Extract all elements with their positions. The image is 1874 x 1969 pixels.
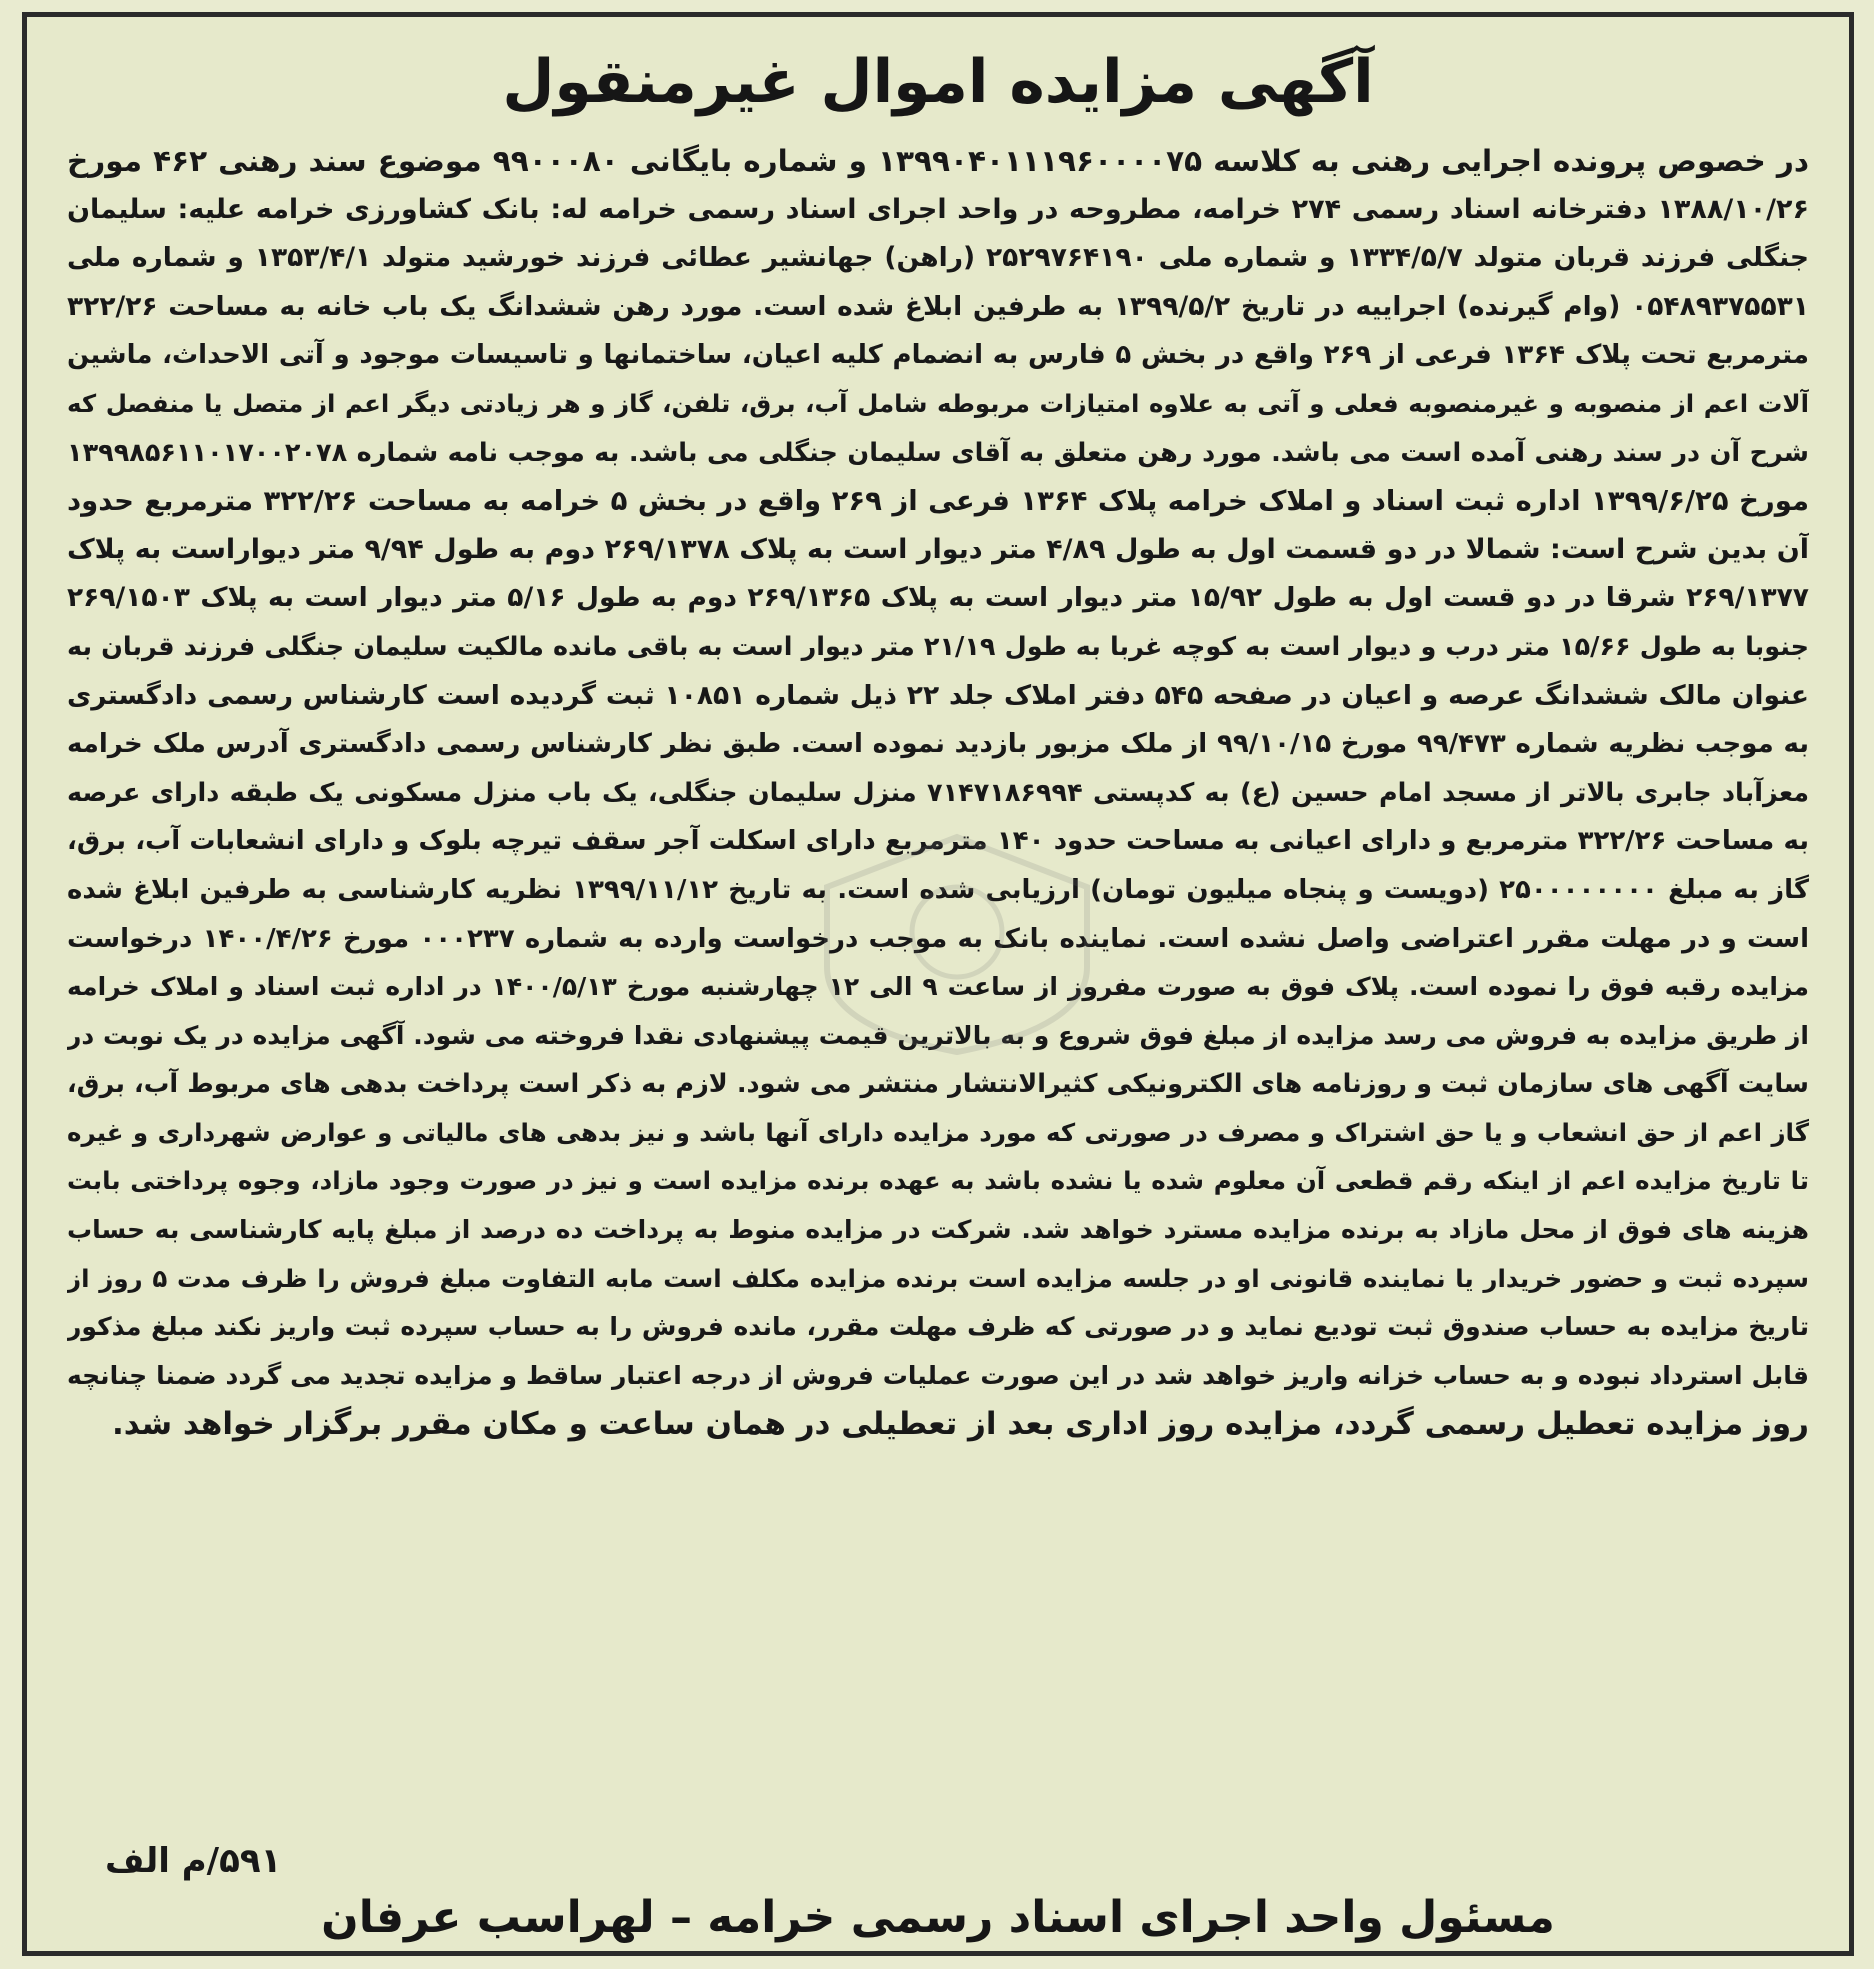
notice-title: آگهی مزایده اموال غیرمنقول — [502, 47, 1374, 117]
notice-code: ۵۹۱/م الف — [105, 1841, 282, 1881]
body-line: جنگلی فرزند قربان متولد ۱۳۳۴/۵/۷ و شماره ملی ۲۵۲۹۷۶۴۱۹۰ (راهن) جهانشیر عطائی فرزند خورشید متولد ۱۳۵۳/۴/۱ و شماره ملی — [67, 242, 1809, 274]
body-line: مورخ ۱۳۹۹/۶/۲۵ اداره ثبت اسناد و املاک خرامه پلاک ۱۳۶۴ فرعی از ۲۶۹ واقع در بخش ۵ خرامه به مساحت ۳۲۲/۲۶ مترمربع حدود — [67, 485, 1809, 518]
body-line: سپرده ثبت و حضور خریدار یا نماینده قانونی او در جلسه مزایده است برنده مزایده مکلف است مابه التفاوت مبلغ فروش را ظرف مدت ۵ روز از — [67, 1263, 1809, 1293]
body-line: هزینه های فوق از محل مازاد به برنده مزایده مسترد خواهد شد. شرکت در مزایده منوط به پرداخت ده درصد از مبلغ پایه کارشناسی به حساب — [67, 1215, 1809, 1245]
body-line: ۱۳۸۸/۱۰/۲۶ دفترخانه اسناد رسمی ۲۷۴ خرامه، مطروحه در واحد اجرای اسناد رسمی خرامه له: بانک کشاورزی خرامه علیه: سلیمان — [67, 193, 1809, 225]
body-line: تا تاریخ مزایده اعم از اینکه رقم قطعی آن معلوم شده یا نشده باشد به عهده برنده مزایده است و نیز در صورت وجود مازاد، وجوه پرداختی بابت — [67, 1166, 1809, 1196]
body-line: آلات اعم از منصوبه و غیرمنصوبه فعلی و آتی به علاوه امتیازات مربوطه شامل آب، برق، تلفن، گاز و هر زیادتی دیگر اعم از متصل یا منفصل که — [67, 388, 1809, 418]
body-line-last: روز مزایده تعطیل رسمی گردد، مزایده روز اداری بعد از تعطیلی در همان ساعت و مکان مقرر برگزار خواهد شد. — [111, 1406, 1809, 1443]
notice-frame — [22, 12, 1854, 1956]
body-line: است و در مهلت مقرر اعتراضی واصل نشده است. نماینده بانک به موجب درخواست وارده به شماره ۰۰۰۲۳۷ مورخ ۱۴۰۰/۴/۲۶ درخواست — [67, 923, 1809, 954]
body-line: مترمربع تحت پلاک ۱۳۶۴ فرعی از ۲۶۹ واقع در بخش ۵ فارس به انضمام کلیه اعیان، ساختمانها و تاسیسات موجود و آتی الاحداث، ماشین — [67, 340, 1809, 371]
body-line: مزایده رقبه فوق را نموده است. پلاک فوق به صورت مفروز از ساعت ۹ الی ۱۲ چهارشنبه مورخ ۱۴۰۰/۵/۱۳ در اداره ثبت اسناد و املاک خرامه — [67, 972, 1809, 1002]
body-line: جنوبا به طول ۱۵/۶۶ متر درب و دیوار است به کوچه غربا به طول ۲۱/۱۹ متر دیوار است به باقی مانده مالکیت سلیمان جنگلی فرزند قربان به — [67, 631, 1809, 662]
body-line: معزآباد جابری بالاتر از مسجد امام حسین (ع) به کدپستی ۷۱۴۷۱۸۶۹۹۴ منزل سلیمان جنگلی، یک باب منزل مسکونی یک طبقه دارای عرصه — [67, 777, 1809, 808]
body-line: به مساحت ۳۲۲/۲۶ مترمربع و دارای اعیانی به مساحت حدود ۱۴۰ مترمربع دارای اسکلت آجر سقف تیرچه بلوک و دارای انشعابات آب، برق، — [67, 826, 1809, 857]
body-line: سایت آگهی های سازمان ثبت و روزنامه های الکترونیکی کثیرالانتشار منتشر می شود. لازم به ذکر است پرداخت بدهی های مربوط آب، برق، — [67, 1069, 1809, 1100]
body-line: آن بدین شرح است: شمالا در دو قسمت اول به طول ۴/۸۹ متر دیوار است به پلاک ۲۶۹/۱۳۷۸ دوم به طول ۹/۹۴ متر دیواراست به پلاک — [67, 533, 1809, 565]
body-line: به موجب نظریه شماره ۹۹/۴۷۳ مورخ ۹۹/۱۰/۱۵ از ملک مزبور بازدید نموده است. طبق نظر کارشناس رسمی دادگستری آدرس ملک خرامه — [67, 729, 1809, 760]
body-line: ۰۵۴۸۹۳۷۵۵۳۱ (وام گیرنده) اجراییه در تاریخ ۱۳۹۹/۵/۲ به طرفین ابلاغ شده است. مورد رهن ششدانگ یک باب خانه به مساحت ۳۲۲/۲۶ — [67, 290, 1809, 322]
body-line: از طریق مزایده به فروش می رسد مزایده از مبلغ فوق شروع و به بالاترین قیمت پیشنهادی نقدا فروخته می شود. آگهی مزایده در یک نوبت در — [67, 1020, 1809, 1050]
body-line: تاریخ مزایده به حساب صندوق ثبت تودیع نماید و در صورتی که ظرف مهلت مقرر، مانده فروش را به حساب سپرده ثبت واریز نکند مبلغ مذکور — [67, 1312, 1809, 1342]
body-line: گاز اعم از حق انشعاب و یا حق اشتراک و مصرف در صورتی که مورد مزایده دارای آنها باشد و نیز بدهی های مالیاتی و عوارض شهرداری و غیره — [67, 1117, 1809, 1147]
notice-signature: مسئول واحد اجرای اسناد رسمی خرامه – لهراسب عرفان — [321, 1892, 1555, 1943]
body-line: شرح آن در سند رهنی آمده است می باشد. مورد رهن متعلق به آقای سلیمان جنگلی می باشد. به موجب نامه شماره ۱۳۹۹۸۵۶۱۱۰۱۷۰۰۲۰۷۸ — [67, 437, 1809, 468]
body-line: عنوان مالک ششدانگ عرصه و اعیان در صفحه ۵۴۵ دفتر املاک جلد ۲۲ ذیل شماره ۱۰۸۵۱ ثبت گردیده است کارشناس رسمی دادگستری — [67, 679, 1809, 711]
body-line: گاز به مبلغ ۲۵۰۰۰۰۰۰۰۰ (دویست و پنجاه میلیون تومان) ارزیابی شده است. به تاریخ ۱۳۹۹/۱۱/۱۲ نظریه کارشناسی به طرفین ابلاغ شده — [67, 874, 1809, 905]
notice-body — [67, 137, 1809, 1817]
body-line: در خصوص پرونده اجرایی رهنی به کلاسه ۱۳۹۹۰۴۰۱۱۱۹۶۰۰۰۰۷۵ و شماره بایگانی ۹۹۰۰۰۸۰ موضوع سند رهنی ۴۶۲ مورخ — [67, 144, 1809, 178]
body-line: ۲۶۹/۱۳۷۷ شرقا در دو قست اول به طول ۱۵/۹۲ متر دیوار است به پلاک ۲۶۹/۱۳۶۵ دوم به طول ۵/۱۶ متر دیوار است به پلاک ۲۶۹/۱۵۰۳ — [67, 582, 1809, 614]
body-line: قابل استرداد نبوده و به حساب خزانه واریز خواهد شد در این صورت عملیات فروش از درجه اعتبار ساقط و مزایده تجدید می گردد ضمنا چنانچه — [67, 1360, 1809, 1390]
